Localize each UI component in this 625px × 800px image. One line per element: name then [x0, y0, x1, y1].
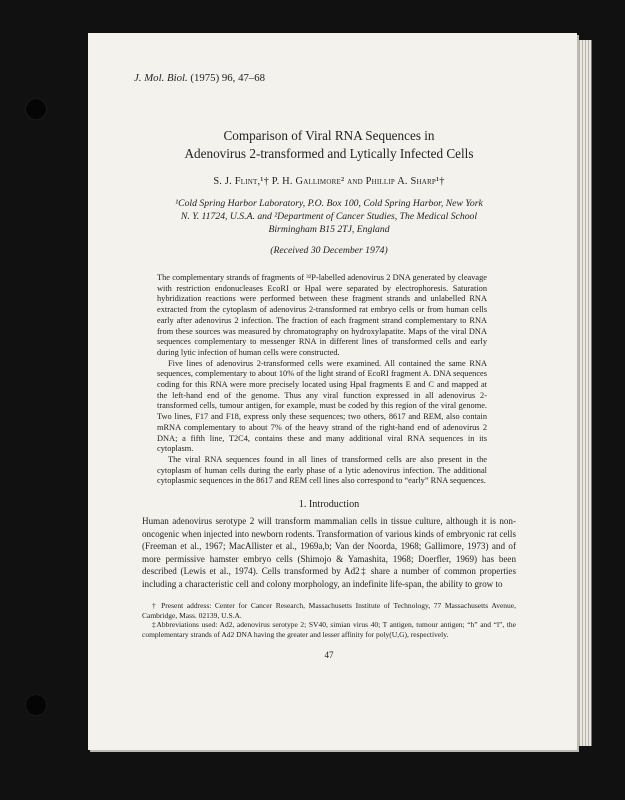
received-date: (Received 30 December 1974) [270, 245, 388, 256]
page-number: 47 [324, 650, 334, 661]
footnote-abbreviations: ‡Abbreviations used: Ad2, adenovirus serotype 2; SV40, simian virus 40; T antigen, tumour antigen; “h” and “l”, the complementary strands of Ad2 DNA having the greater and lesser affinity for poly(U,G), respectively. [142, 620, 516, 639]
article-title [142, 127, 516, 163]
abstract [157, 273, 487, 487]
authors: S. J. Flint,¹† P. H. Gallimore² and Phillip A. Sharp¹† [213, 176, 445, 187]
journal-citation: (1975) 96, 47–68 [190, 72, 266, 84]
title-line-2: Adenovirus 2-transformed and Lytically Infected Cells [184, 146, 474, 161]
journal-name: J. Mol. Biol. [134, 72, 188, 84]
footnote-present-address: † Present address: Center for Cancer Research, Massachusetts Institute of Technology, 77 Massachusetts Avenue, Cambridge, Mass. 02139, U.S.A. [142, 601, 516, 620]
introduction-text: Human adenovirus serotype 2 will transform mammalian cells in tissue culture, although it is non-oncogenic when injected into newborn rodents. Transformation of various kinds of embryonic rat cells (Freeman et al., 1967; MacAllister et al., 1969a,b; Van der Noorda, 1968; Gallimore, 1973) and of more permissive hamster embryo cells (Shimojo & Yamashita, 1968; Doerfler, 1969) has been described (Lewis et al., 1974). Cells transformed by Ad2‡ share a number of common properties including a characteristic cell and colony morphology, an indefinite life-span, the ability to grow to [142, 516, 516, 589]
affiliation-line-3: Birmingham B15 2TJ, England [268, 224, 390, 235]
abstract-paragraph-2: Five lines of adenovirus 2-transformed cells were examined. All contained the same RNA sequences, complementary to about 10% of the light strand of EcoRI fragment A. DNA sequences coding for this RNA were more precisely located using HpaI fragments E and C and mapped at the left-hand end of the genome. Thus any viral function expressed in all adenovirus 2-transformed cells, tumour antigen, for example, must be coded by this region of the viral genome. Two lines, F17 and F18, express only these sequences; two others, 8617 and REM, also contain mRNA complementary to about 7% of the heavy strand of the right-hand end of adenovirus 2 DNA; a fifth line, T2C4, contains these and many additional viral RNA sequences in its cytoplasm. [157, 358, 487, 454]
article-content [134, 72, 516, 661]
punch-hole-top [26, 99, 46, 119]
affiliation-line-2: N. Y. 11724, U.S.A. and ²Department of Cancer Studies, The Medical School [180, 211, 478, 222]
section-heading-introduction: 1. Introduction [298, 499, 360, 511]
affiliations [142, 197, 516, 236]
affiliation-line-1: ¹Cold Spring Harbor Laboratory, P.O. Box 100, Cold Spring Harbor, New York [175, 198, 483, 209]
abstract-paragraph-1: The complementary strands of fragments of ³²P-labelled adenovirus 2 DNA generated by cleavage with restriction endonucleases EcoRI or HpaI were separated by electrophoresis. Saturation hybridization reactions were performed between these fragment strands and unlabelled RNA extracted from the cytoplasm of adenovirus 2-transformed rat embryo cells or from human cells early after adenovirus 2 infection. The fraction of each fragment strand complementary to RNA from these sources was measured by chromatography on hydroxylapatite. Maps of the viral DNA sequences complementary to messenger RNA in different lines of transformed cells and early during lytic infection of human cells were constructed. [157, 273, 487, 357]
abstract-paragraph-3: The viral RNA sequences found in all lines of transformed cells are also present in the cytoplasm of human cells during the early phase of a lytic adenovirus infection. The additional cytoplasmic sequences in the 8617 and REM cell lines also correspond to “early” RNA sequences. [157, 454, 487, 486]
title-line-1: Comparison of Viral RNA Sequences in [223, 128, 435, 143]
journal-reference [134, 72, 516, 84]
footnotes [142, 601, 516, 639]
punch-hole-bottom [26, 695, 46, 715]
